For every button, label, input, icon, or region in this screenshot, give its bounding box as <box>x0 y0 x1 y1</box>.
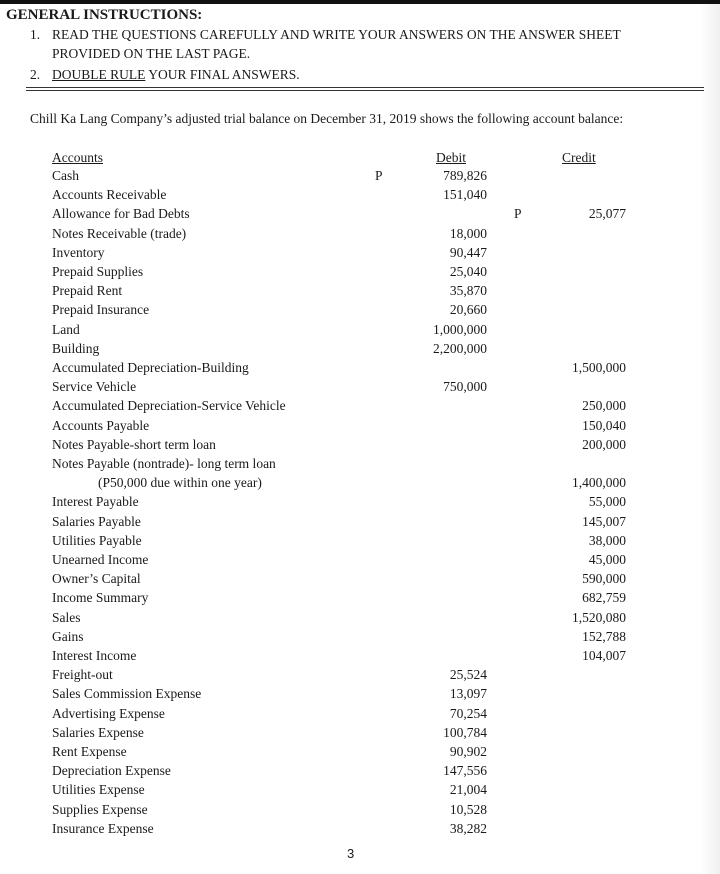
account-name: Salaries Payable <box>52 513 141 529</box>
account-name: Prepaid Supplies <box>52 264 144 279</box>
table-row <box>0 590 720 609</box>
table-row <box>0 629 720 648</box>
instruction-2 <box>30 67 710 86</box>
debit-amount: 38,282 <box>449 820 487 836</box>
table-row <box>0 360 720 379</box>
account-name: Accounts Payable <box>52 417 150 433</box>
credit-amount: 250,000 <box>582 398 626 414</box>
separator-rule <box>26 87 704 88</box>
table-row <box>0 782 720 801</box>
debit-amount: 2,200,000 <box>433 340 487 356</box>
account-name: Owner’s Capital <box>52 571 141 587</box>
credit-amount: 45,000 <box>588 552 626 567</box>
debit-amount: 25,040 <box>449 264 487 279</box>
account-name: Cash <box>52 168 79 183</box>
debit-amount: 20,660 <box>449 302 487 318</box>
table-row <box>0 302 720 321</box>
peso-sign-debit: P <box>375 168 383 183</box>
instruction-text <box>52 67 300 83</box>
table-row <box>0 648 720 667</box>
account-name: Depreciation Expense <box>52 763 171 779</box>
debit-amount: 35,870 <box>449 283 487 299</box>
account-name: Insurance Expense <box>52 820 154 836</box>
credit-amount: 1,400,000 <box>572 475 626 491</box>
account-name: Notes Receivable (trade) <box>52 225 187 241</box>
separator-rule <box>26 90 704 91</box>
table-row <box>0 456 720 475</box>
account-name: Advertising Expense <box>52 705 165 721</box>
intro-paragraph: Chill Ka Lang Company’s adjusted trial balance on December 31, 2019 shows the following account balance: <box>30 111 624 126</box>
account-name: Sales Commission Expense <box>52 686 202 702</box>
table-row <box>0 264 720 283</box>
table-row <box>0 725 720 744</box>
table-row <box>0 744 720 763</box>
instruction-number: 2. <box>30 67 41 82</box>
emphasized-text: DOUBLE RULE <box>52 67 146 82</box>
account-name: Allowance for Bad Debts <box>52 206 190 222</box>
table-row <box>0 514 720 533</box>
instruction-text-rest: YOUR FINAL ANSWERS. <box>145 67 300 82</box>
account-name: Accumulated Depreciation-Building <box>52 360 249 375</box>
instruction-number: 1. <box>30 27 41 42</box>
debit-amount: 21,004 <box>449 782 487 798</box>
debit-amount: 10,528 <box>449 801 487 817</box>
debit-amount: 147,556 <box>443 763 487 779</box>
table-row <box>0 398 720 417</box>
account-name: Building <box>52 340 100 356</box>
table-row <box>0 379 720 398</box>
credit-amount: 200,000 <box>582 436 626 452</box>
table-row <box>0 667 720 686</box>
page-number: 3 <box>347 846 355 861</box>
account-name: Notes Payable-short term loan <box>52 436 216 452</box>
account-name: Land <box>52 321 80 337</box>
table-row <box>0 187 720 206</box>
account-name: Supplies Expense <box>52 801 148 817</box>
debit-amount: 90,447 <box>449 244 487 260</box>
table-row <box>0 437 720 456</box>
account-name: Accounts Receivable <box>52 187 167 203</box>
table-row <box>0 763 720 782</box>
table-row <box>0 245 720 264</box>
credit-amount: 590,000 <box>582 571 626 587</box>
account-name: Utilities Payable <box>52 532 142 548</box>
debit-amount: 90,902 <box>449 744 487 759</box>
account-name: Service Vehicle <box>52 379 137 395</box>
account-name: Unearned Income <box>52 552 149 567</box>
debit-amount: 151,040 <box>443 187 487 203</box>
account-name: (P50,000 due within one year) <box>98 475 262 491</box>
debit-amount: 789,826 <box>443 168 487 183</box>
account-name: Rent Expense <box>52 744 127 759</box>
credit-amount: 150,040 <box>582 417 626 433</box>
account-name: Prepaid Insurance <box>52 302 150 318</box>
table-row <box>0 283 720 302</box>
account-name: Interest Income <box>52 648 137 663</box>
table-row <box>0 475 720 494</box>
credit-amount: 1,520,080 <box>572 609 626 625</box>
instruction-text-continued: PROVIDED ON THE LAST PAGE. <box>52 46 251 61</box>
table-row <box>0 168 720 187</box>
table-row <box>0 552 720 571</box>
debit-amount: 25,524 <box>449 667 487 683</box>
table-row <box>0 610 720 629</box>
credit-amount: 145,007 <box>582 513 626 529</box>
account-name: Prepaid Rent <box>52 283 123 299</box>
instructions-title: GENERAL INSTRUCTIONS: <box>6 7 203 23</box>
table-row <box>0 206 720 225</box>
account-name: Salaries Expense <box>52 724 144 740</box>
credit-amount: 38,000 <box>588 532 626 548</box>
table-row <box>0 706 720 725</box>
debit-amount: 70,254 <box>449 705 487 721</box>
top-border-rule <box>0 0 720 4</box>
table-row <box>0 571 720 590</box>
account-name: Gains <box>52 628 84 644</box>
credit-amount: 104,007 <box>582 648 626 663</box>
debit-amount: 750,000 <box>443 379 487 395</box>
account-name: Utilities Expense <box>52 782 145 798</box>
account-name: Income Summary <box>52 590 149 606</box>
debit-header: Debit <box>436 150 466 165</box>
peso-sign-credit: P <box>514 206 522 222</box>
table-row <box>0 533 720 552</box>
table-row <box>0 686 720 705</box>
accounts-header: Accounts <box>52 150 103 165</box>
credit-amount: 682,759 <box>582 590 626 606</box>
account-name: Freight-out <box>52 667 113 683</box>
account-name: Notes Payable (nontrade)- long term loan <box>52 456 276 471</box>
credit-amount: 25,077 <box>588 206 626 222</box>
debit-amount: 13,097 <box>449 686 487 702</box>
credit-header: Credit <box>562 150 596 165</box>
table-row <box>0 418 720 437</box>
debit-amount: 18,000 <box>449 225 487 241</box>
account-name: Inventory <box>52 244 105 260</box>
credit-amount: 152,788 <box>582 628 626 644</box>
table-row <box>0 821 720 840</box>
table-row <box>0 226 720 245</box>
table-row <box>0 802 720 821</box>
account-name: Interest Payable <box>52 494 139 510</box>
table-row <box>0 494 720 513</box>
debit-amount: 100,784 <box>443 724 487 740</box>
table-row <box>0 341 720 360</box>
page-edge-shadow <box>700 0 720 874</box>
credit-amount: 1,500,000 <box>572 360 626 375</box>
instruction-text: READ THE QUESTIONS CAREFULLY AND WRITE YOUR ANSWERS ON THE ANSWER SHEET <box>52 27 621 42</box>
table-row <box>0 322 720 341</box>
instruction-1 <box>30 27 710 67</box>
account-name: Sales <box>52 609 81 625</box>
account-name: Accumulated Depreciation-Service Vehicle <box>52 398 286 414</box>
credit-amount: 55,000 <box>588 494 626 510</box>
debit-amount: 1,000,000 <box>433 321 487 337</box>
